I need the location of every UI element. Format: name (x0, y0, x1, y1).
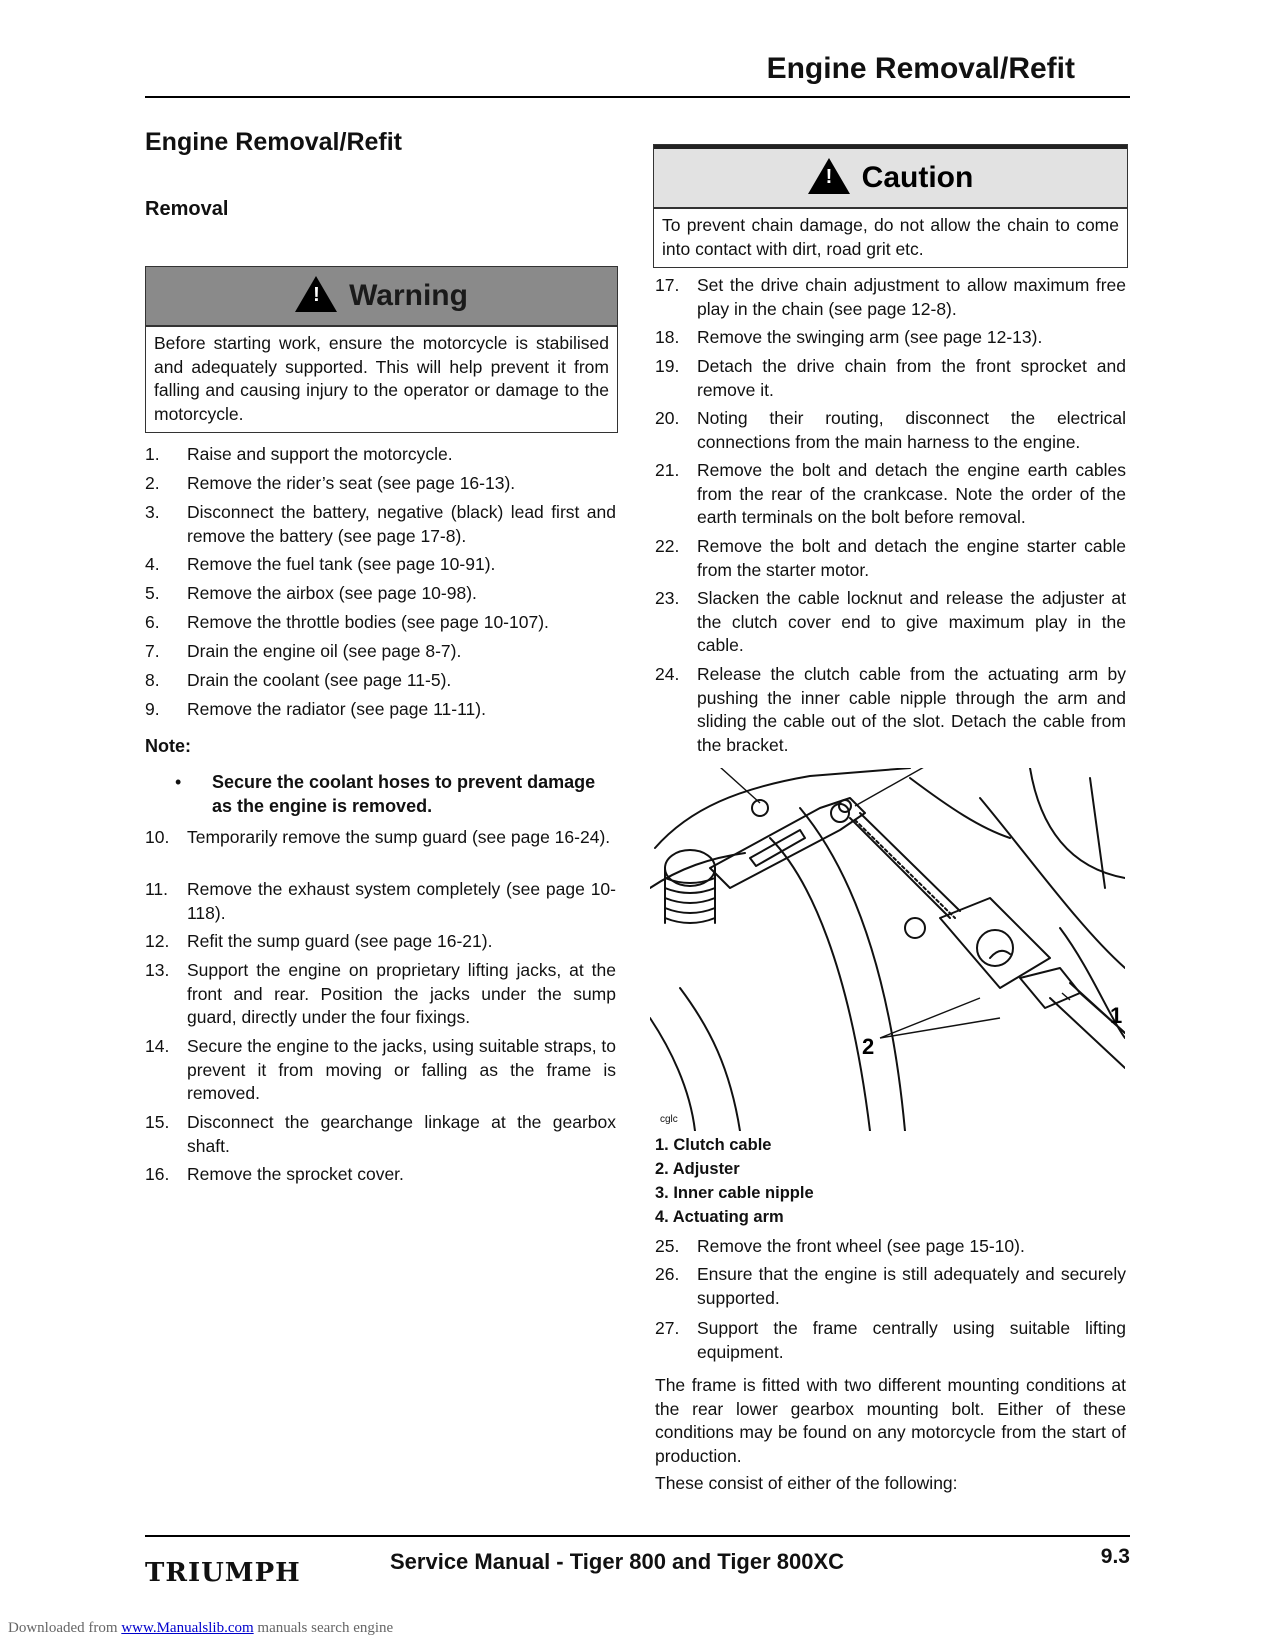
step-number: 26. (655, 1264, 680, 1284)
caution-triangle-icon: ! (808, 158, 850, 194)
step-text: Remove the front wheel (see page 15-10). (697, 1236, 1025, 1256)
page-number: 9.3 (1100, 1545, 1130, 1568)
figure-code: cglc (660, 1114, 678, 1125)
step-number: 13. (145, 960, 170, 980)
step-number: 16. (145, 1164, 170, 1184)
footer-divider (145, 1535, 1130, 1537)
download-prefix: Downloaded from (8, 1620, 118, 1636)
step-number: 1. (145, 444, 160, 464)
step-text: Remove the throttle bodies (see page 10-107). (187, 612, 549, 632)
step-number: 19. (655, 356, 680, 376)
step-text: Ensure that the engine is still adequately and securely supported. (697, 1264, 1126, 1308)
step-text: Remove the swinging arm (see page 12-13). (697, 327, 1043, 347)
caption-actuating-arm: 4. Actuating arm (655, 1208, 784, 1226)
caution-title: Caution (861, 161, 974, 194)
step-number: 18. (655, 327, 680, 347)
step-number: 27. (655, 1318, 680, 1338)
caution-text: To prevent chain damage, do not allow the chain to come into contact with dirt, road grit etc. (662, 215, 1119, 259)
section-title: Engine Removal/Refit (145, 128, 402, 156)
step-text: Remove the rider’s seat (see page 16-13). (187, 473, 516, 493)
caption-clutch-cable: 1. Clutch cable (655, 1136, 772, 1154)
step-text: Remove the bolt and detach the engine starter cable from the starter motor. (697, 536, 1126, 580)
step-text: Release the clutch cable from the actuating arm by pushing the inner cable nipple through the arm and sliding the cable out of the slot. Detach the cable from the bracket. (697, 664, 1126, 755)
download-notice (8, 1620, 393, 1637)
footer-title: Service Manual - Tiger 800 and Tiger 800XC (390, 1549, 845, 1574)
note-label: Note: (145, 736, 191, 756)
step-number: 11. (145, 879, 169, 899)
step-text: Refit the sump guard (see page 16-21). (187, 931, 493, 951)
body-paragraph: The frame is fitted with two different mounting conditions at the rear lower gearbox mounting bolt. Either of these conditions may be found on any motorcycle from the start of production. (655, 1375, 1126, 1466)
warning-text: Before starting work, ensure the motorcycle is stabilised and adequately supported. This will help prevent it from falling and causing injury to the operator or damage to the motorcycle. (154, 333, 609, 424)
step-number: 4. (145, 554, 160, 574)
step-text: Remove the exhaust system completely (see page 10-118). (187, 879, 616, 923)
step-text: Support the engine on proprietary lifting jacks, at the front and rear. Position the jacks under the sump guard, directly under the four fixings. (187, 960, 616, 1027)
step-number: 2. (145, 473, 160, 493)
body-paragraph: These consist of either of the following: (655, 1473, 958, 1493)
step-text: Slacken the cable locknut and release the adjuster at the clutch cover end to give maximum play in the cable. (697, 588, 1126, 655)
step-number: 6. (145, 612, 160, 632)
step-text: Set the drive chain adjustment to allow maximum free play in the chain (see page 12-8). (697, 275, 1126, 319)
caption-adjuster: 2. Adjuster (655, 1160, 740, 1178)
warning-title: Warning (349, 279, 468, 312)
step-text: Disconnect the gearchange linkage at the gearbox shaft. (187, 1112, 616, 1156)
caption-inner-cable-nipple: 3. Inner cable nipple (655, 1184, 814, 1202)
step-number: 10. (145, 827, 170, 847)
step-text: Disconnect the battery, negative (black) lead first and remove the battery (see page 17-8). (187, 502, 616, 546)
step-text: Temporarily remove the sump guard (see page 16-24). (187, 827, 611, 847)
step-number: 7. (145, 641, 160, 661)
download-suffix: manuals search engine (257, 1620, 394, 1636)
step-number: 22. (655, 536, 680, 556)
header-title: Engine Removal/Refit (766, 52, 1075, 85)
step-number: 14. (145, 1036, 170, 1056)
step-text: Remove the fuel tank (see page 10-91). (187, 554, 496, 574)
caution-box (653, 144, 1128, 268)
step-text: Noting their routing, disconnect the electrical connections from the main harness to the engine. (697, 408, 1126, 452)
step-number: 25. (655, 1236, 680, 1256)
triumph-logo: TRIUMPH (145, 1558, 301, 1588)
step-text: Raise and support the motorcycle. (187, 444, 453, 464)
step-number: 12. (145, 931, 170, 951)
step-text: Remove the radiator (see page 11-11). (187, 699, 486, 719)
callout-2: 2 (862, 1034, 875, 1059)
warning-header (146, 267, 617, 327)
step-number: 17. (655, 275, 680, 295)
step-number: 9. (145, 699, 160, 719)
manualslib-link[interactable]: www.Manualslib.com (121, 1620, 254, 1636)
step-number: 21. (655, 460, 680, 480)
subsection-title: Removal (145, 198, 229, 220)
clutch-cable-figure (650, 768, 1125, 1131)
warning-triangle-icon: ! (295, 276, 337, 312)
callout-1: 1 (1110, 1003, 1123, 1028)
note-bullet: • (175, 772, 182, 792)
step-text: Secure the engine to the jacks, using suitable straps, to prevent it from moving or falling as the frame is removed. (187, 1036, 617, 1103)
step-text: Drain the engine oil (see page 8-7). (187, 641, 462, 661)
header-divider (145, 96, 1130, 98)
step-number: 5. (145, 583, 160, 603)
step-number: 15. (145, 1112, 170, 1132)
step-text: Remove the airbox (see page 10-98). (187, 583, 477, 603)
caution-header (654, 145, 1127, 209)
step-text: Remove the bolt and detach the engine earth cables from the rear of the crankcase. Note the order of the earth terminals on the bolt before removal. (697, 460, 1126, 527)
step-number: 8. (145, 670, 160, 690)
step-text: Remove the sprocket cover. (187, 1164, 404, 1184)
step-number: 3. (145, 502, 160, 522)
step-text: Detach the drive chain from the front sprocket and remove it. (697, 356, 1126, 400)
step-number: 24. (655, 664, 680, 684)
warning-box (145, 266, 618, 433)
step-number: 20. (655, 408, 680, 428)
note-text: Secure the coolant hoses to prevent damage as the engine is removed. (212, 772, 596, 816)
step-text: Support the frame centrally using suitable lifting equipment. (697, 1318, 1126, 1362)
step-text: Drain the coolant (see page 11-5). (187, 670, 452, 690)
step-number: 23. (655, 588, 680, 608)
